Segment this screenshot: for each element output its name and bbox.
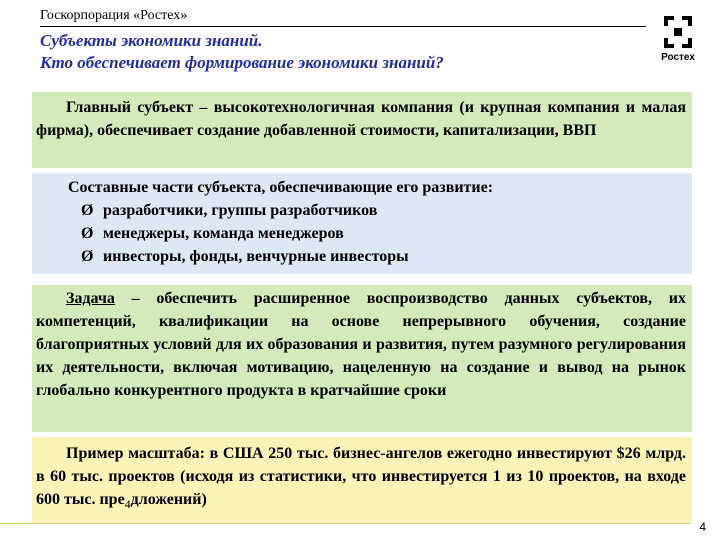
main-subject-box [32, 92, 692, 168]
rostec-logo [656, 14, 700, 68]
logo-text: Ростех [661, 52, 695, 63]
page-number: 4 [699, 520, 706, 534]
page-title [40, 30, 600, 74]
main-subject-text: Главный субъект – высокотехнологичная компания (и крупная компания и малая фирма), обеспечивает создание добавленной стоимости, капитализации, ВВП [36, 99, 686, 139]
title-line-1: Субъекты экономики знаний. [40, 31, 263, 50]
task-label: Задача [66, 290, 115, 307]
title-line-2: Кто обеспечивает формирование экономики знаний? [40, 53, 444, 72]
org-name: Госкорпорация «Ростех» [40, 8, 188, 23]
components-box [32, 173, 692, 274]
bullet-arrow-icon: Ø [81, 248, 94, 265]
list-item [36, 222, 686, 245]
header-rule [40, 26, 646, 27]
task-paragraph [36, 287, 686, 402]
list-item [36, 199, 686, 222]
task-text: – обеспечить расширенное воспроизводство данных субъектов, их компетенций, квалификации на основе непрерывного обучения, создание благоприятных условий для их образования и развития, путем разумного регулирования их деятельности, включая мотивацию, нацеленную на создание и вывод на рынок глобально конкурентного продукта в кратчайшие сроки [36, 290, 686, 399]
example-text-end: дложений) [130, 491, 207, 508]
task-box [32, 285, 692, 432]
example-box [32, 437, 692, 523]
list-item-text: разработчики, группы разработчиков [103, 202, 378, 219]
list-item-text: менеджеры, команда менеджеров [103, 225, 344, 242]
example-paragraph [36, 442, 686, 512]
bullet-arrow-icon: Ø [81, 225, 94, 242]
list-item [36, 245, 686, 268]
list-item-text: инвесторы, фонды, венчурные инвесторы [103, 248, 409, 265]
inline-slide-number: 4 [124, 497, 131, 511]
components-heading: Составные части субъекта, обеспечивающие его развитие: [68, 179, 494, 196]
example-text-start: Пример масштаба: в США 250 тыс. бизнес-ангелов ежегодно инвестируют $26 млрд. в 60 тыс. проектов (исходя из статистики, что инвестируется 1 из 10 проектов, на входе 600 тыс. пре [36, 445, 686, 508]
bullet-arrow-icon: Ø [81, 202, 94, 219]
rostec-logo-icon [656, 14, 700, 50]
footer-rule [0, 523, 690, 524]
